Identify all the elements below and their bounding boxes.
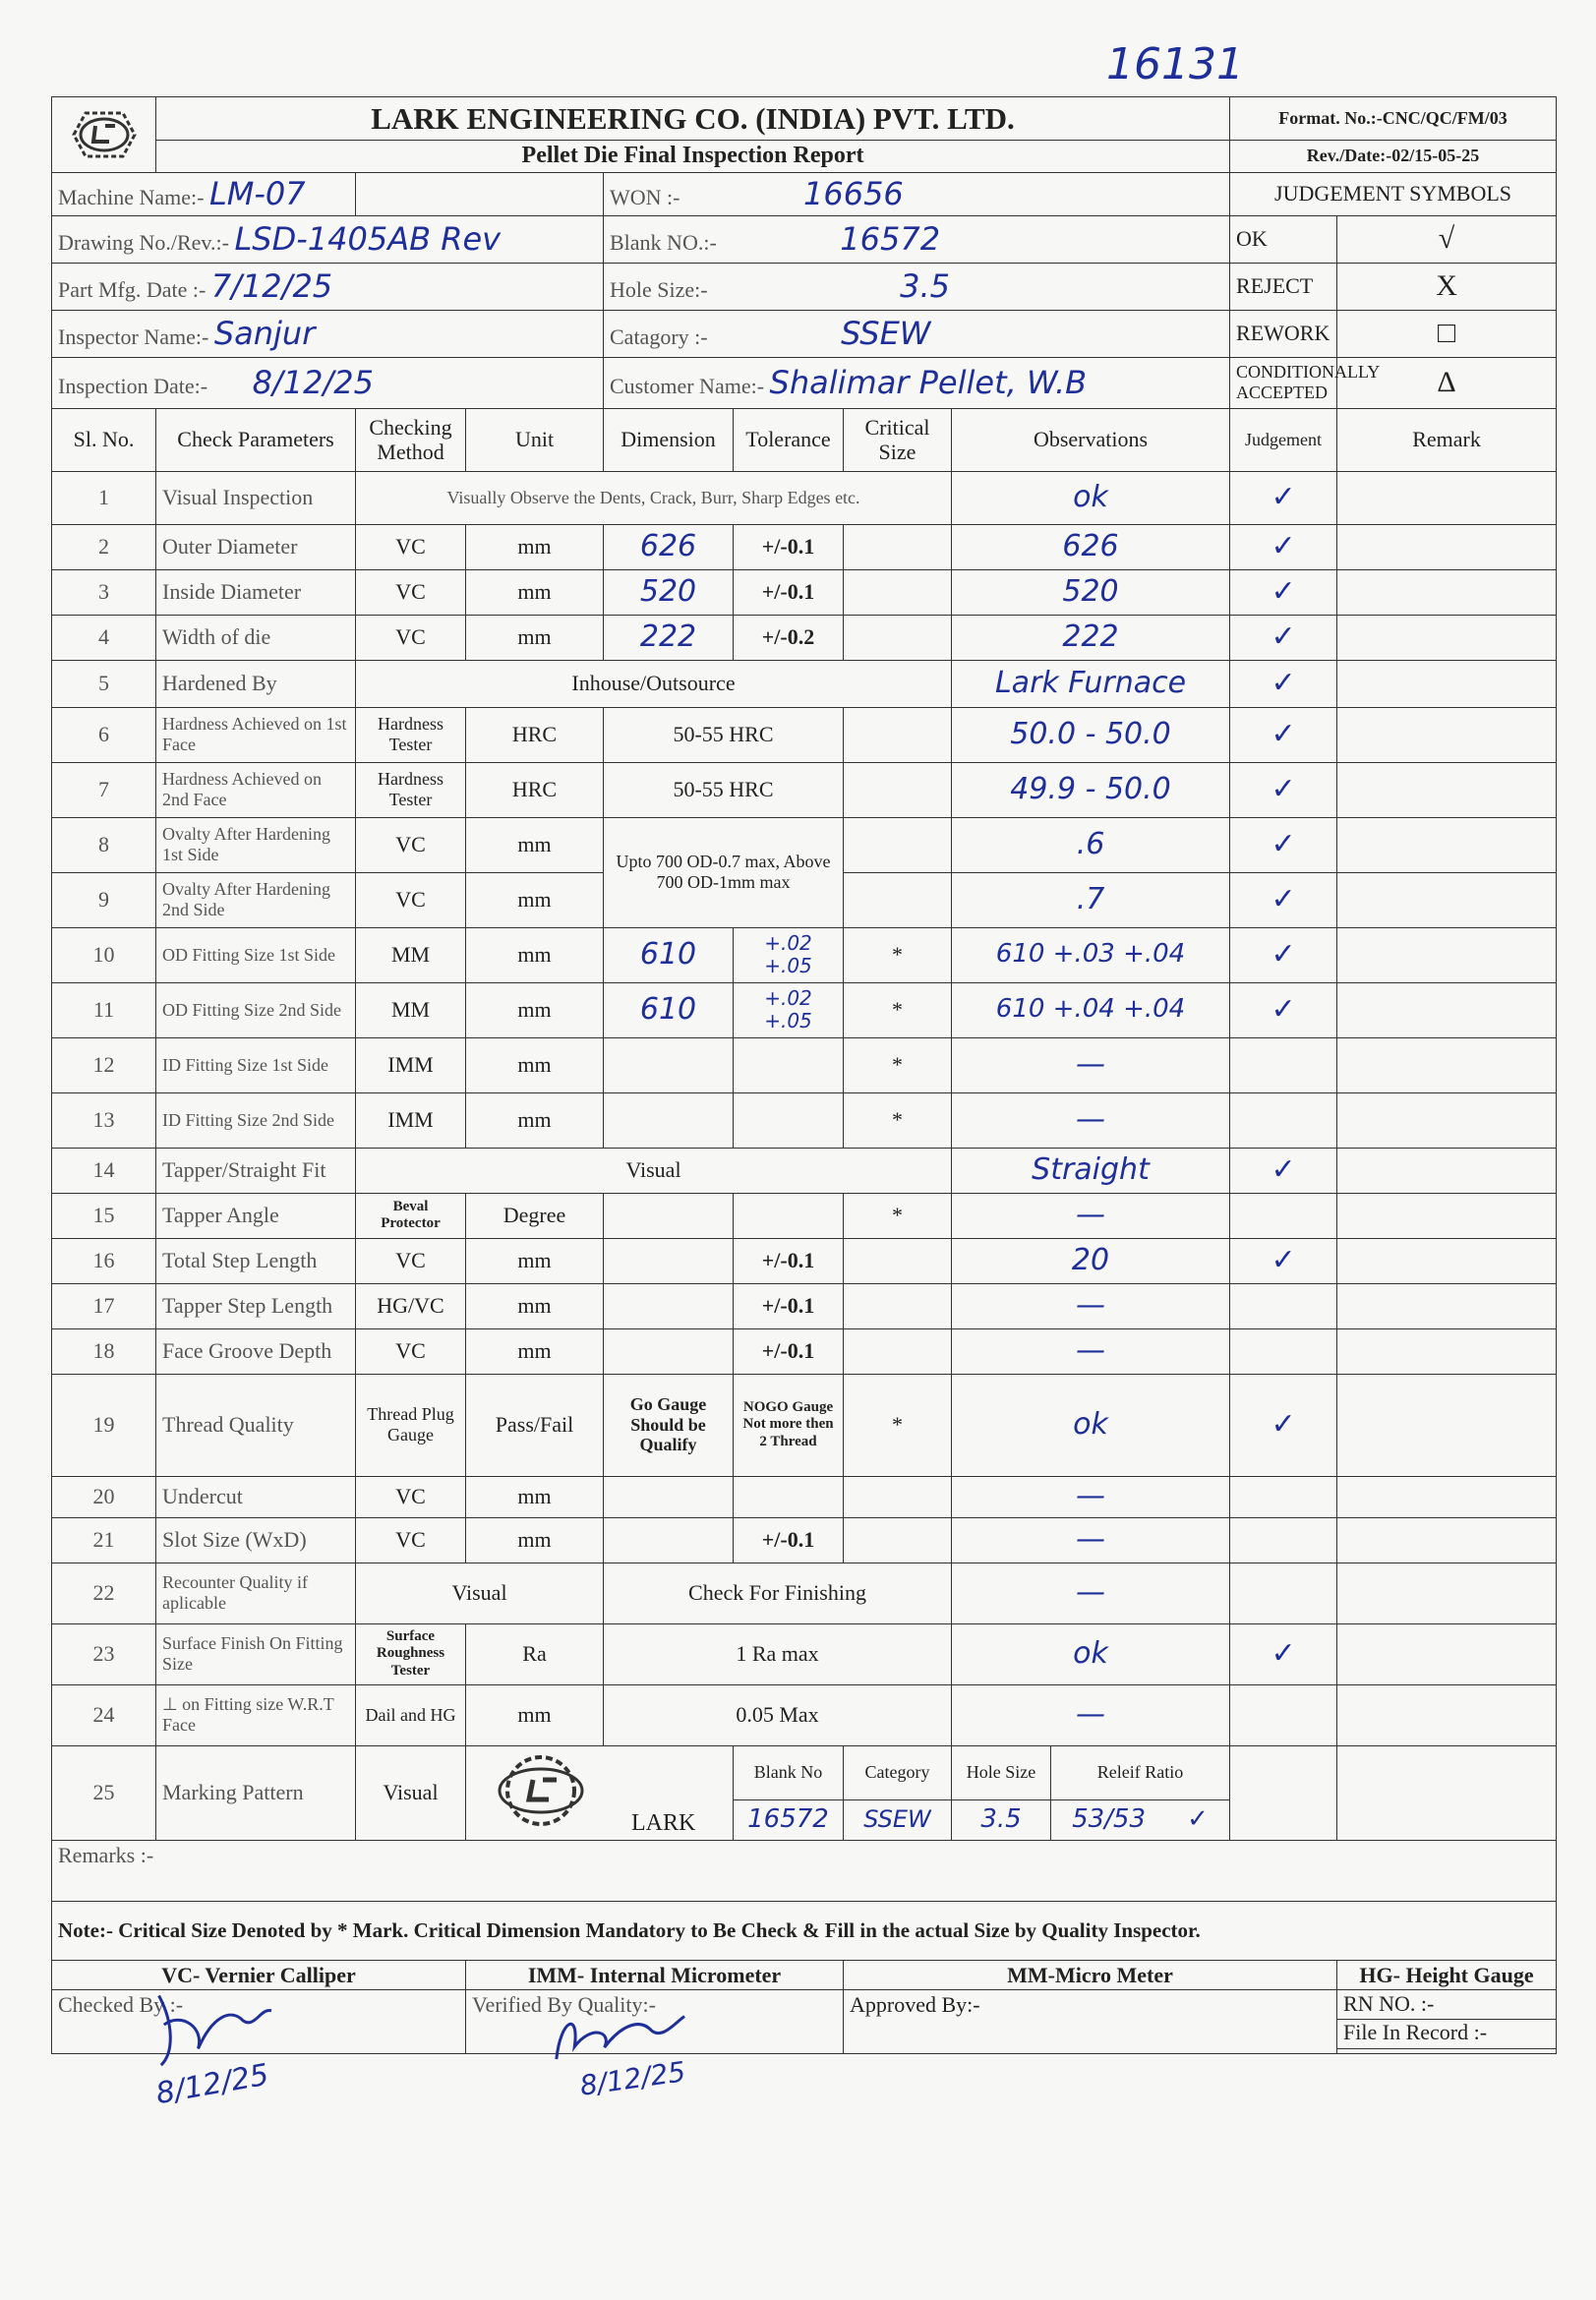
col-sl-no: Sl. No. xyxy=(52,408,156,471)
judgement-mark: ✓ xyxy=(1230,471,1337,524)
marking-lark-text: LARK xyxy=(631,1810,696,1836)
inspection-date-cell: Inspection Date:- 8/12/25 xyxy=(52,357,604,408)
part-mfg-cell: Part Mfg. Date :- 7/12/25 xyxy=(52,263,604,310)
won-cell: WON :- 16656 xyxy=(604,172,1230,215)
table-row: 25 Marking Pattern Visual LARK Blank No Category Hole Size Releif Ratio xyxy=(52,1745,1557,1799)
col-dimension: Dimension xyxy=(604,408,734,471)
symbol-rework: □ xyxy=(1337,310,1557,357)
rn-no: RN NO. :- xyxy=(1337,1991,1556,2020)
drawing-cell: Drawing No./Rev.:- LSD-1405AB Rev xyxy=(52,215,604,263)
table-row: 5 Hardened By Inhouse/Outsource Lark Furnace ✓ xyxy=(52,660,1557,707)
col-observations: Observations xyxy=(952,408,1230,471)
part-mfg-value: 7/12/25 xyxy=(210,266,333,305)
verified-signature: 8/12/25 xyxy=(540,1991,699,2106)
col-critical-size: Critical Size xyxy=(844,408,952,471)
checked-by: Checked By :- xyxy=(52,1989,466,2053)
inspector-cell: Inspector Name:- Sanjur xyxy=(52,310,604,357)
inspection-sheet xyxy=(51,96,1556,2054)
table-row: 10 OD Fitting Size 1st Side MM mm 610 +.02 +.05 * 610 +.03 +.04 ✓ xyxy=(52,927,1557,982)
customer-cell: Customer Name:- Shalimar Pellet, W.B xyxy=(604,357,1230,408)
col-unit: Unit xyxy=(466,408,604,471)
table-row: 22 Recounter Quality if aplicable Visual Check For Finishing — xyxy=(52,1563,1557,1623)
table-row: 2 Outer Diameter VC mm 626 +/-0.1 626 ✓ xyxy=(52,524,1557,569)
col-check-parameters: Check Parameters xyxy=(156,408,356,471)
table-row: 23 Surface Finish On Fitting Size Surface Roughness Tester Ra 1 Ra max ok ✓ xyxy=(52,1623,1557,1684)
table-row: 16572 SSEW 3.5 53/53 ✓ xyxy=(52,1799,1557,1840)
blank-cell: Blank NO.:- 16572 xyxy=(604,215,1230,263)
page-number: 16131 xyxy=(1106,39,1244,89)
observation: ok xyxy=(952,471,1230,524)
table-row: 8 Ovalty After Hardening 1st Side VC mm Upto 700 OD-0.7 max, Above 700 OD-1mm max .6 ✓ xyxy=(52,817,1557,872)
table-row: 16 Total Step Length VC mm +/-0.1 20 ✓ xyxy=(52,1238,1557,1283)
table-row: 18 Face Groove Depth VC mm +/-0.1 — xyxy=(52,1328,1557,1374)
inspection-table xyxy=(51,96,1557,2054)
table-row: 1 Visual Inspection Visually Observe the Dents, Crack, Burr, Sharp Edges etc. ok ✓ xyxy=(52,471,1557,524)
symbol-conditional-label: CONDITIONALLY ACCEPTED xyxy=(1230,357,1337,408)
drawing-value: LSD-1405AB Rev xyxy=(234,219,502,258)
table-row: 24 ⊥ on Fitting size W.R.T Face Dail and HG mm 0.05 Max — xyxy=(52,1684,1557,1745)
table-row: 7 Hardness Achieved on 2nd Face Hardness Tester HRC 50-55 HRC 49.9 - 50.0 ✓ xyxy=(52,762,1557,817)
rev-date: Rev./Date:-02/15-05-25 xyxy=(1230,141,1557,173)
col-remark: Remark xyxy=(1337,408,1557,471)
symbol-ok: √ xyxy=(1337,215,1557,263)
marking-logo-cell xyxy=(466,1745,734,1840)
remarks: Remarks :- xyxy=(52,1840,1557,1901)
blank-value: 16572 xyxy=(840,219,941,258)
table-row: 12 ID Fitting Size 1st Side IMM mm * — xyxy=(52,1037,1557,1092)
category-cell: Catagory :- SSEW xyxy=(604,310,1230,357)
legend-row: VC- Vernier Calliper IMM- Internal Micrometer MM-Micro Meter HG- Height Gauge xyxy=(52,1960,1557,1989)
table-row: 6 Hardness Achieved on 1st Face Hardness Tester HRC 50-55 HRC 50.0 - 50.0 ✓ xyxy=(52,707,1557,762)
table-row: 3 Inside Diameter VC mm 520 +/-0.1 520 ✓ xyxy=(52,569,1557,615)
symbol-reject-label: REJECT xyxy=(1230,263,1337,310)
col-checking-method: Checking Method xyxy=(356,408,466,471)
col-tolerance: Tolerance xyxy=(734,408,844,471)
verified-by: Verified By Quality:- xyxy=(466,1989,844,2053)
symbol-rework-label: REWORK xyxy=(1230,310,1337,357)
table-row: 4 Width of die VC mm 222 +/-0.2 222 ✓ xyxy=(52,615,1557,660)
company-name: LARK ENGINEERING CO. (INDIA) PVT. LTD. xyxy=(156,97,1230,141)
table-row: 15 Tapper Angle Beval Protector Degree * — xyxy=(52,1193,1557,1238)
checked-signature: 8/12/25 xyxy=(138,1966,295,2111)
table-row: 19 Thread Quality Thread Plug Gauge Pass/Fail Go Gauge Should be Qualify NOGO Gauge Not more then 2 Thread * ok ✓ xyxy=(52,1374,1557,1476)
file-in-record: File In Record :- xyxy=(1343,2019,1488,2044)
report-title: Pellet Die Final Inspection Report xyxy=(156,141,1230,173)
won-value: 16656 xyxy=(802,174,904,212)
critical-note: Note:- Critical Size Denoted by * Mark. Critical Dimension Mandatory to Be Check & Fill in the actual Size by Quality Inspector. xyxy=(52,1901,1557,1960)
lark-logo-icon xyxy=(66,104,143,165)
category-value: SSEW xyxy=(841,314,931,352)
customer-value: Shalimar Pellet, W.B xyxy=(769,363,1088,401)
symbol-conditional: Δ xyxy=(1337,357,1557,408)
table-row: 9 Ovalty After Hardening 2nd Side VC mm .7 ✓ xyxy=(52,872,1557,927)
table-row: 20 Undercut VC mm — xyxy=(52,1476,1557,1517)
inspection-date-value: 8/12/25 xyxy=(252,363,374,401)
column-header-row xyxy=(52,408,1557,471)
approved-by: Approved By:- xyxy=(844,1989,1337,2053)
inspector-value: Sanjur xyxy=(213,314,316,352)
table-row: 11 OD Fitting Size 2nd Side MM mm 610 +.02 +.05 * 610 +.04 +.04 ✓ xyxy=(52,982,1557,1037)
format-no: Format. No.:-CNC/QC/FM/03 xyxy=(1230,97,1557,141)
machine-name-value: LM-07 xyxy=(208,174,306,212)
table-row: 14 Tapper/Straight Fit Visual Straight ✓ xyxy=(52,1148,1557,1193)
table-row: 13 ID Fitting Size 2nd Side IMM mm * — xyxy=(52,1092,1557,1148)
symbol-reject: X xyxy=(1337,263,1557,310)
table-row: 21 Slot Size (WxD) VC mm +/-0.1 — xyxy=(52,1517,1557,1563)
symbol-ok-label: OK xyxy=(1230,215,1337,263)
table-row: 17 Tapper Step Length HG/VC mm +/-0.1 — xyxy=(52,1283,1557,1328)
company-logo xyxy=(52,97,156,173)
lark-gear-logo-icon xyxy=(472,1752,610,1829)
col-judgement: Judgement xyxy=(1230,408,1337,471)
machine-name-cell: Machine Name:- LM-07 xyxy=(52,172,356,215)
hole-size-cell: Hole Size:- 3.5 xyxy=(604,263,1230,310)
hole-size-value: 3.5 xyxy=(900,266,950,305)
judgement-symbols-title: JUDGEMENT SYMBOLS xyxy=(1230,172,1557,215)
